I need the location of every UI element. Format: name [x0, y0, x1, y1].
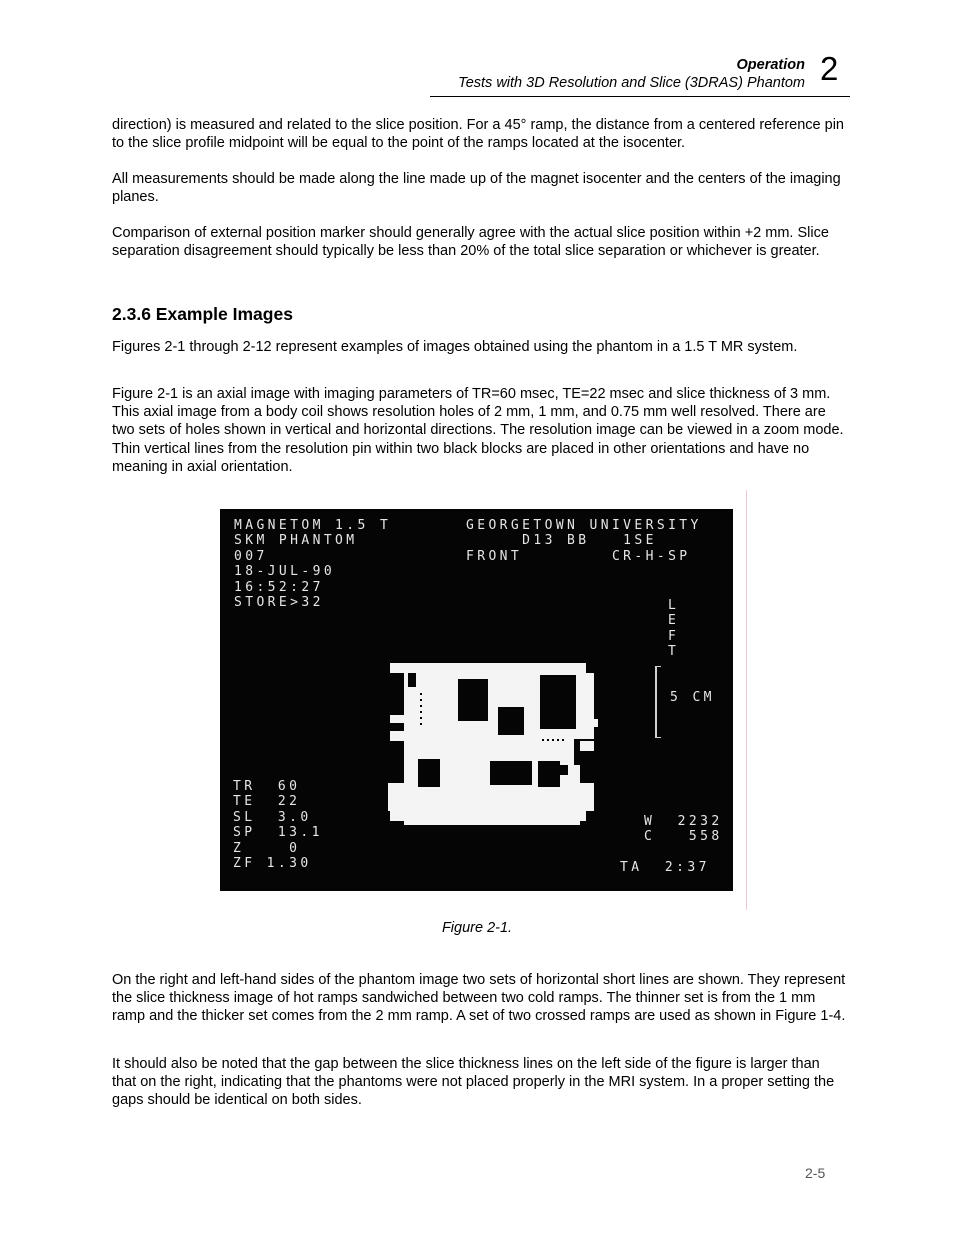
resolution-hole: [542, 739, 544, 741]
header-rule: [430, 96, 850, 97]
body-paragraph: [112, 224, 846, 260]
body-paragraph: [112, 116, 846, 152]
mr-overlay-bottom-right: W 2232 C 558: [644, 814, 723, 845]
body-paragraph: [112, 971, 846, 1026]
figure-edge-line: [746, 490, 747, 910]
resolution-hole: [557, 739, 559, 741]
lower-block-right: [538, 761, 560, 787]
resolution-hole: [420, 693, 422, 695]
phantom-right-tab: [576, 783, 594, 811]
phantom-left-tab: [388, 783, 408, 811]
resolution-block-left: [458, 679, 488, 721]
resolution-hole: [420, 705, 422, 707]
mr-overlay-top-left: MAGNETOM 1.5 T SKM PHANTOM 007 18-JUL-90 16:52:27 STORE>32: [234, 518, 392, 611]
paragraph-measurements: All measurements should be made along the line made up of the magnet isocenter and the centers of the imaging planes.: [112, 171, 841, 206]
header-subtitle: Tests with 3D Resolution and Slice (3DRAS) Phantom: [458, 75, 805, 91]
mr-overlay-ta: TA 2:37: [620, 860, 710, 875]
resolution-hole: [420, 711, 422, 713]
body-paragraph: [112, 1055, 846, 1110]
resolution-hole: [420, 699, 422, 701]
chapter-number: 2: [820, 50, 839, 87]
resolution-hole: [420, 723, 422, 725]
mr-phantom-image: [220, 509, 733, 891]
header-title: Operation: [736, 57, 805, 73]
resolution-hole: [420, 717, 422, 719]
phantom-right-nub: [580, 741, 594, 751]
mr-overlay-bottom-left: TR 60 TE 22 SL 3.0 SP 13.1 Z 0 ZF 1.30: [233, 779, 323, 872]
center-block: [498, 707, 524, 735]
mr-overlay-side-label: L E F T: [668, 598, 680, 660]
section-heading: 2.3.6 Example Images: [112, 304, 293, 324]
scale-bracket: [655, 666, 661, 738]
ramp-lines-right: [560, 765, 568, 775]
paragraph-slice-thickness-lines: On the right and left-hand sides of the phantom image two sets of horizontal short lines are shown. They represent the slice thickness image of hot ramps sandwiched between two cold ramps. The thinner set is from the 1 mm ramp and the thicker set comes from the 2 mm ramp. A set of two crossed ramps are used as shown in Figure 1-4.: [112, 972, 846, 1025]
paragraph-slice-position: direction) is measured and related to the slice position. For a 45° ramp, the distance from a centered reference pin to the slice profile midpoint will be equal to the point of the ramps located at the isocenter.: [112, 117, 844, 152]
phantom-dark-notch: [408, 673, 416, 687]
body-paragraph: [112, 385, 846, 476]
body-paragraph: [112, 338, 846, 356]
paragraph-figure-description: Figure 2-1 is an axial image with imaging parameters of TR=60 msec, TE=22 msec and slice thickness of 3 mm. This axial image from a body coil shows resolution holes of 2 mm, 1 mm, and 0.75 mm well resolved. There are two sets of holes shown in vertical and horizontal directions. The resolution image can be viewed in a zoom mode. Thin vertical lines from the resolution pin within two black blocks are placed in other orientations and have no meaning in axial orientation.: [112, 386, 844, 475]
paragraph-figures-intro: Figures 2-1 through 2-12 represent examples of images obtained using the phantom in a 1.5 T MR system.: [112, 339, 798, 355]
resolution-hole: [547, 739, 549, 741]
resolution-hole: [552, 739, 554, 741]
ramp-lines-left: [418, 759, 440, 787]
mr-overlay-top-right: GEORGETOWN UNIVERSITY D13 BB 1SE FRONT CR-H-SP: [466, 518, 702, 564]
phantom-right-nub: [586, 719, 598, 727]
phantom-bottom-bar: [390, 809, 586, 821]
phantom-left-nub: [390, 715, 406, 723]
lower-block-left: [490, 761, 532, 785]
paragraph-gap-note: It should also be noted that the gap between the slice thickness lines on the left side of the figure is larger than that on the right, indicating that the phantoms were not placed properly in the MRI system. In a proper setting the gaps should be identical on both sides.: [112, 1056, 835, 1109]
figure-caption: Figure 2-1.: [441, 920, 513, 936]
phantom-left-nub: [390, 731, 408, 741]
page-number: 2-5: [805, 1165, 826, 1181]
resolution-hole: [562, 739, 564, 741]
mr-overlay-scale: 5 CM: [670, 690, 715, 705]
paragraph-position-marker: Comparison of external position marker should generally agree with the actual slice position within +2 mm. Slice separation disagreement should typically be less than 20% of the total slice separation or whichever is greater.: [112, 225, 829, 260]
resolution-block-right: [540, 675, 576, 729]
body-paragraph: [112, 170, 846, 206]
phantom-top-bar: [390, 663, 586, 673]
